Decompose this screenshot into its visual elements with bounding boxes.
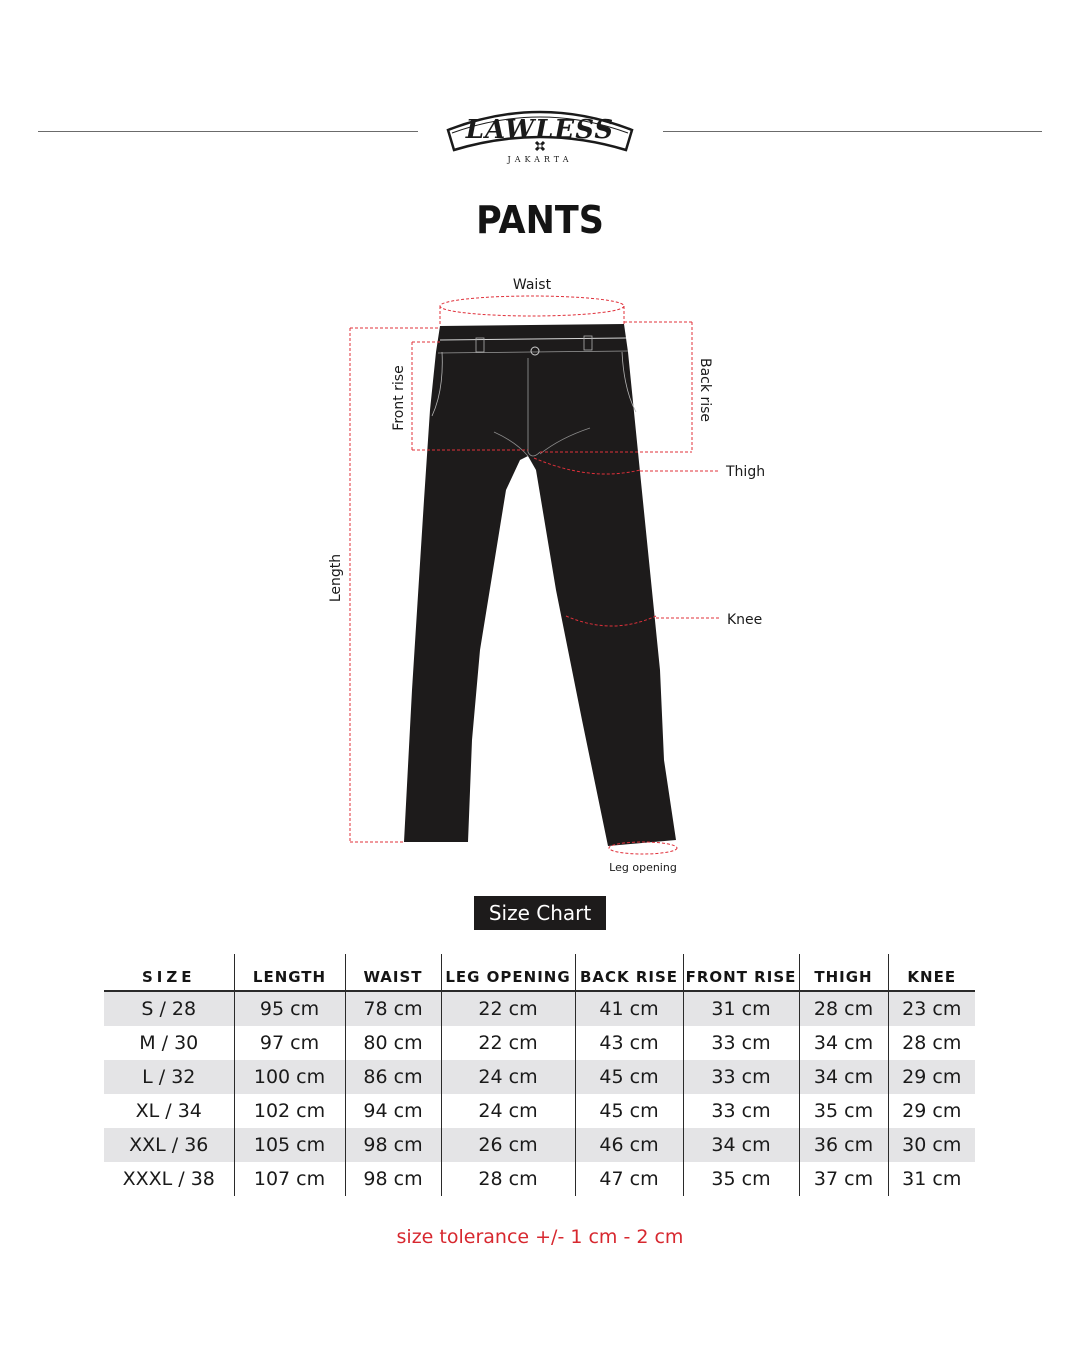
leg-opening-measure	[609, 842, 677, 854]
thigh-label: Thigh	[726, 464, 766, 480]
table-cell: S / 28	[104, 991, 234, 1026]
column-header-size: SIZE	[141, 968, 196, 986]
table-cell: 28 cm	[888, 1026, 975, 1060]
table-cell: 23 cm	[888, 991, 975, 1026]
table-cell: 34 cm	[799, 1060, 888, 1094]
table-cell: XL / 34	[135, 1100, 202, 1122]
table-cell: 34 cm	[799, 1026, 888, 1060]
size-chart-header-row	[104, 954, 975, 991]
table-cell: 100 cm	[234, 1060, 345, 1094]
header-rule-left	[38, 131, 418, 132]
table-cell: 37 cm	[799, 1162, 888, 1196]
brand-city: JAKARTA	[507, 155, 573, 164]
table-cell: 24 cm	[441, 1060, 575, 1094]
table-row	[104, 991, 975, 1026]
table-cell: 98 cm	[345, 1128, 441, 1162]
table-cell: 31 cm	[683, 991, 799, 1026]
front-rise-label: Front rise	[391, 365, 407, 431]
table-cell: 78 cm	[345, 991, 441, 1026]
table-row	[104, 1026, 975, 1060]
header-rule-right	[663, 131, 1042, 132]
table-cell: 22 cm	[441, 991, 575, 1026]
table-cell: 41 cm	[575, 991, 683, 1026]
table-cell: 33 cm	[683, 1060, 799, 1094]
table-cell: 86 cm	[345, 1060, 441, 1094]
table-cell: M / 30	[139, 1032, 199, 1054]
table-cell: 46 cm	[575, 1128, 683, 1162]
waist-measure	[440, 296, 624, 326]
size-tolerance-note: size tolerance +/- 1 cm - 2 cm	[396, 1226, 684, 1248]
table-cell: 80 cm	[345, 1026, 441, 1060]
table-cell: 107 cm	[234, 1162, 345, 1196]
table-cell: L / 32	[104, 1060, 234, 1094]
table-cell: 22 cm	[441, 1026, 575, 1060]
table-cell: 33 cm	[683, 1026, 799, 1060]
table-cell: 105 cm	[234, 1128, 345, 1162]
column-header-back-rise: BACK RISE	[575, 954, 683, 991]
column-header-length: LENGTH	[234, 954, 345, 991]
column-header-waist: WAIST	[345, 954, 441, 991]
pants-measurement-diagram	[0, 260, 1080, 890]
size-chart-badge: Size Chart	[474, 896, 606, 930]
table-cell: 45 cm	[575, 1060, 683, 1094]
column-header-leg-opening: LEG OPENING	[441, 954, 575, 991]
waist-label: Waist	[512, 277, 552, 293]
table-row	[104, 1060, 975, 1094]
size-chart-table	[104, 954, 975, 1196]
pants-silhouette	[404, 324, 676, 846]
table-cell: 95 cm	[234, 991, 345, 1026]
table-cell: 98 cm	[345, 1162, 441, 1196]
table-cell: 28 cm	[441, 1162, 575, 1196]
table-cell: 24 cm	[441, 1094, 575, 1128]
table-cell: 29 cm	[888, 1094, 975, 1128]
table-cell: 45 cm	[575, 1094, 683, 1128]
table-cell: 29 cm	[888, 1060, 975, 1094]
brand-logo	[440, 100, 640, 170]
leg-opening-label: Leg opening	[609, 861, 677, 874]
table-cell: 26 cm	[441, 1128, 575, 1162]
table-cell: 31 cm	[888, 1162, 975, 1196]
table-cell: 94 cm	[345, 1094, 441, 1128]
column-header-knee: KNEE	[888, 954, 975, 991]
back-rise-label: Back rise	[697, 358, 713, 422]
table-cell: 35 cm	[683, 1162, 799, 1196]
table-row	[104, 1162, 975, 1196]
table-cell: XXXL / 38	[122, 1168, 215, 1190]
table-row	[104, 1094, 975, 1128]
knee-label: Knee	[727, 612, 763, 628]
table-row	[104, 1128, 975, 1162]
brand-name: LAWLESS	[465, 115, 615, 145]
table-cell: 47 cm	[575, 1162, 683, 1196]
table-cell: 34 cm	[683, 1128, 799, 1162]
table-cell: 36 cm	[799, 1128, 888, 1162]
table-cell: 43 cm	[575, 1026, 683, 1060]
table-cell: XXL / 36	[104, 1128, 234, 1162]
table-cell: 102 cm	[234, 1094, 345, 1128]
table-cell: 28 cm	[799, 991, 888, 1026]
column-header-front-rise: FRONT RISE	[683, 954, 799, 991]
length-label: Length	[328, 553, 344, 603]
table-cell: 30 cm	[888, 1128, 975, 1162]
page-title: PANTS	[476, 198, 604, 242]
table-cell: 33 cm	[683, 1094, 799, 1128]
table-cell: 35 cm	[799, 1094, 888, 1128]
table-cell: 97 cm	[234, 1026, 345, 1060]
column-header-thigh: THIGH	[799, 954, 888, 991]
